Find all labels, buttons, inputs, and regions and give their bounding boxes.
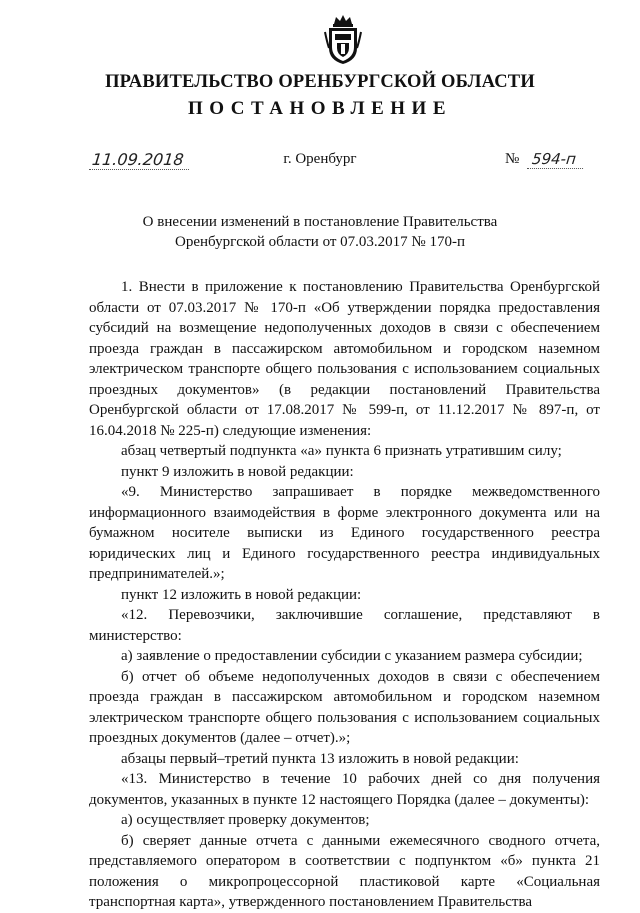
body-paragraph: «12. Перевозчики, заключившие соглашение, представляют в министерство: [89, 607, 600, 644]
document-subject [0, 212, 640, 252]
body-paragraph: абзацы первый–третий пункта 13 изложить в новой редакции: [121, 750, 519, 767]
document-body [89, 277, 600, 913]
body-paragraph: б) сверяет данные отчета с данными ежемесячного сводного отчета, представляемого оператором в соответствии с подпунктом «б» пункта 21 положения о микропроцессорной пластиковой карте «Социальная транспортная карта», утвержденного постановлением Правительства [89, 832, 600, 910]
body-paragraph: а) осуществляет проверку документов; [121, 812, 370, 828]
body-paragraph: «13. Министерство в течение 10 рабочих дней со дня получения документов, указанных в пункте 12 настоящего Порядка (далее – документы): [89, 771, 600, 808]
document-number-label: № [505, 151, 520, 167]
coat-of-arms-icon [324, 14, 362, 66]
subject-line: Оренбургской области от 07.03.2017 № 170-п [174, 234, 466, 250]
document-meta [0, 150, 640, 174]
document-number: 594-п [527, 150, 585, 169]
body-paragraph: пункт 12 изложить в новой редакции: [121, 586, 362, 603]
subject-line: О внесении изменений в постановление Правительства [142, 214, 498, 230]
body-paragraph: «9. Министерство запрашивает в порядке межведомственного информационного взаимодействия в форме электронного документа или на бумажном носителе выписки из Единого государственного реестра юридических лиц и Единого государственного реестра индивидуальных предпринимателей.»; [89, 484, 600, 582]
document-date: 11.09.2018 [89, 150, 191, 170]
body-paragraph: 1. Внести в приложение к постановлению Правительства Оренбургской области от 07.03.2017 № 170-п «Об утверждении порядка предоставления субсидий на возмещение недополученных доходов в связи с обеспечением проезда граждан в пассажирском автомобильном и городском наземном электрическом транспорте общего пользования с использованием социальных проездных документов» (в редакции постановлений Правительства Оренбургской области от 17.08.2017 № 599-п, от 11.12.2017 № 897-п, от 16.04.2018 № 225-п) следующие изменения: [89, 279, 600, 439]
body-paragraph: пункт 9 изложить в новой редакции: [121, 463, 354, 480]
body-paragraph: б) отчет об объеме недополученных доходов в связи с обеспечением проезда граждан в пассажирском автомобильном и городском наземном электрическом транспорте общего пользования с использованием социальных проездных документов (далее – отчет).»; [89, 668, 600, 746]
document-type: ПОСТАНОВЛЕНИЕ [187, 98, 453, 119]
body-paragraph: абзац четвертый подпункта «а» пункта 6 признать утратившим силу; [121, 443, 562, 459]
body-paragraph: а) заявление о предоставлении субсидии с указанием размера субсидии; [121, 648, 583, 664]
organization-name: ПРАВИТЕЛЬСТВО ОРЕНБУРГСКОЙ ОБЛАСТИ [105, 72, 535, 92]
document-city: г. Оренбург [283, 151, 357, 167]
